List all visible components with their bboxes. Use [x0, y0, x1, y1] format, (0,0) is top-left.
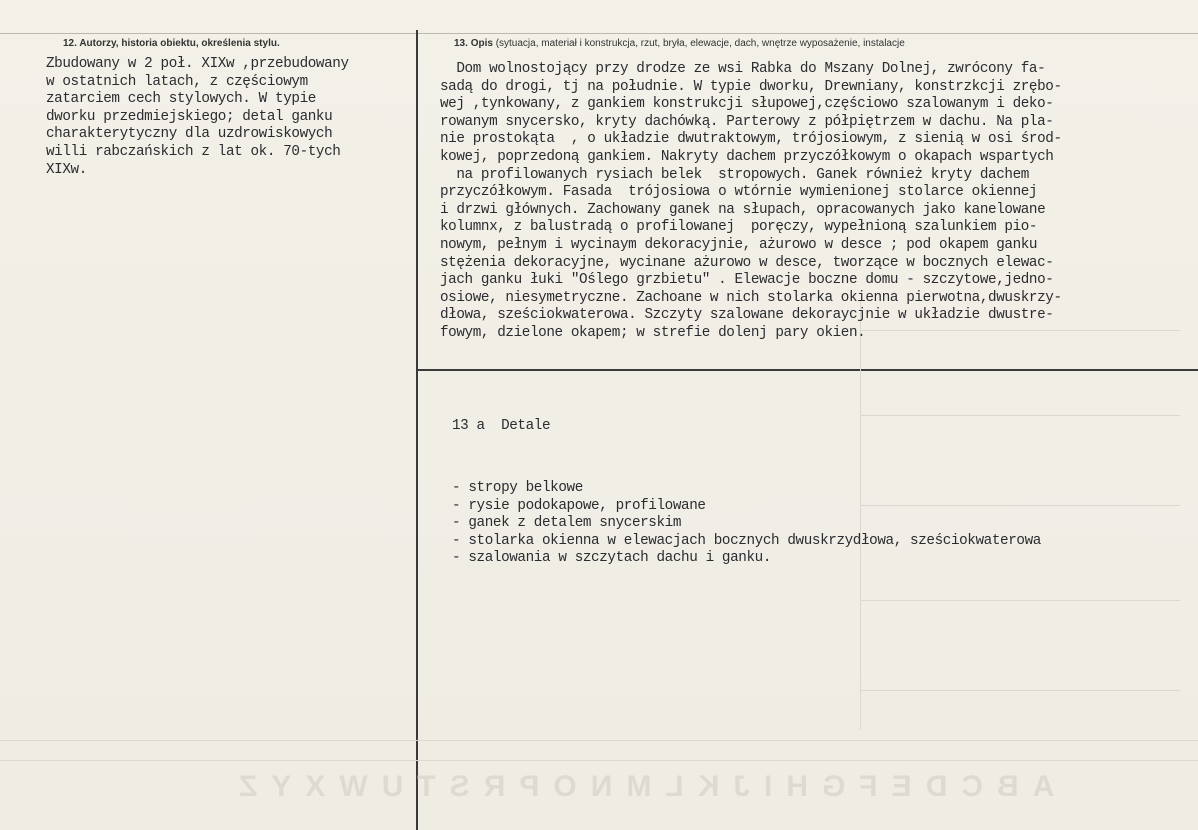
details-list-item: - szalowania w szczytach dachu i ganku. [452, 550, 772, 567]
text-line: rowanym snycersko, kryty dachówką. Parterowy z półpiętrzem w dachu. Na pla- [440, 113, 1054, 130]
top-rule [0, 33, 1198, 34]
section-13-heading [454, 38, 905, 49]
text-line: zatarciem cech stylowych. W typie [46, 91, 316, 108]
bleed-alphabet: ABCDEFGHIJKLMNOPRSTUWXYZ [225, 770, 1055, 803]
details-list-item: - rysie podokapowe, profilowane [452, 497, 706, 514]
section-13a-details [452, 383, 1041, 603]
details-list-item: - stolarka okienna w elewacjach bocznych dwuskrzydłowa, sześciokwaterowa [452, 532, 1041, 549]
text-line: fowym, dzielone okapem; w strefie dolenj pary okien. [440, 324, 866, 341]
column-divider [416, 30, 418, 830]
section-13-number: 13. [454, 38, 468, 49]
text-line: osiowe, niesymetryczne. Zachoane w nich stolarka okienna pierwotna,dwuskrzy- [440, 289, 1062, 306]
details-list-item: - stropy belkowe [452, 479, 583, 496]
section-13-title: Opis [470, 38, 493, 49]
text-line: sadą do drogi, tj na południe. W typie dworku, Drewniany, konstrzkcji zrębo- [440, 78, 1062, 95]
details-list [452, 480, 1041, 568]
text-line: na profilowanych rysiach belek stropowych. Ganek również kryty dachem [440, 166, 1029, 183]
section-12-number: 12. [63, 38, 77, 49]
text-line: kowej, poprzedoną gankiem. Nakryty dachem przyczółkowym o okapach wspartych [440, 148, 1054, 165]
text-line: przyczółkowym. Fasada trójosiowa o wtórnie wymienionej stolarce okiennej [440, 184, 1038, 201]
section-13a-title: 13 a Detale [452, 418, 551, 435]
bleed-line [0, 740, 1198, 741]
section-13-subtitle: (sytuacja, materiał i konstrukcja, rzut, bryła, elewacje, dach, wnętrze wyposażenie, instalacje [495, 38, 905, 49]
text-line: kolumnx, z balustradą o profilowanej poręczy, wypełnioną szalunkiem pio- [440, 219, 1038, 236]
text-line: i drzwi głównych. Zachowany ganek na słupach, opracowanych jako kanelowane [440, 201, 1046, 218]
text-line: dłowa, sześciokwaterowa. Szczyty szalowane dekoraycjnie w układzie dwustre- [440, 307, 1054, 324]
text-line: nie prostokąta , o układzie dwutraktowym, trójosiowym, z sienią w osi środ- [440, 131, 1062, 148]
section-12-heading [63, 38, 280, 49]
text-line: XIXw. [46, 161, 87, 178]
text-line: charakterytyczny dla uzdrowiskowych [46, 126, 333, 143]
section-13-divider [418, 369, 1198, 371]
text-line: w ostatnich latach, z częściowym [46, 73, 308, 90]
text-line: wej ,tynkowany, z gankiem konstrukcji słupowej,częściowo szalowanym i deko- [440, 96, 1054, 113]
bleed-line [0, 760, 1198, 761]
text-line: stężenia dekoracyjne, wycinane ażurowo w desce, tworzące w bocznych elewac- [440, 254, 1054, 271]
text-line: jach ganku łuki "Oślego grzbietu" . Elewacje boczne domu - szczytowe,jedno- [440, 272, 1054, 289]
text-line: dworku przedmiejskiego; detal ganku [46, 108, 333, 125]
section-12-title: Autorzy, historia obiektu, określenia stylu. [79, 38, 280, 49]
section-13-text [440, 61, 1062, 343]
text-line: nowym, pełnym i wycinaym dekoracyjnie, ażurowo w desce ; pod okapem ganku [440, 236, 1038, 253]
text-line: Zbudowany w 2 poł. XIXw ,przebudowany [46, 56, 349, 72]
details-list-item: - ganek z detalem snycerskim [452, 515, 682, 532]
text-line: Dom wolnostojący przy drodze ze wsi Rabka do Mszany Dolnej, zwrócony fa- [440, 61, 1046, 77]
bleed-line [860, 690, 1180, 691]
text-line: willi rabczańskich z lat ok. 70-tych [46, 143, 341, 160]
section-12-text [46, 56, 349, 179]
